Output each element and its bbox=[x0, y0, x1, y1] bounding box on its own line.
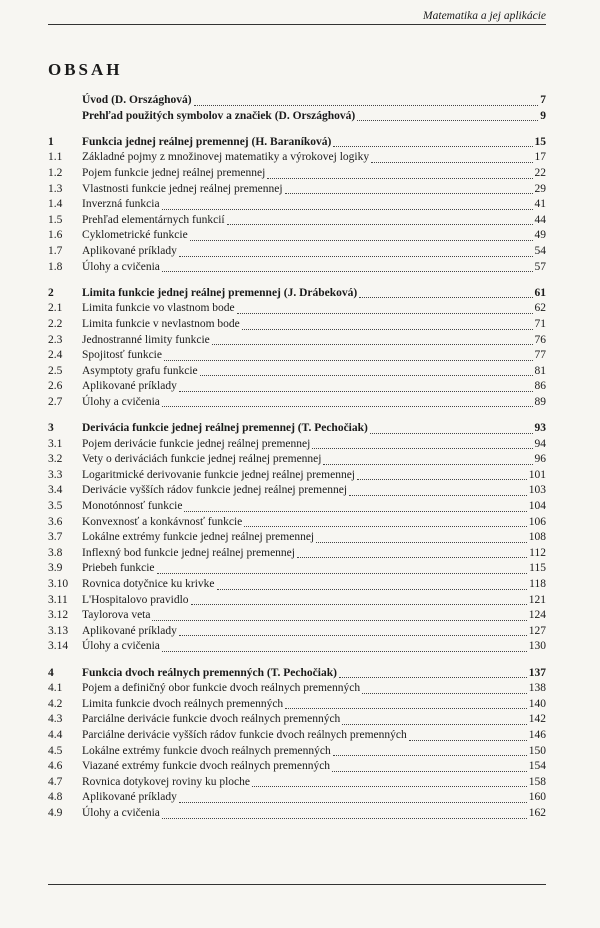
toc-number: 3.1 bbox=[48, 437, 63, 450]
bottom-rule bbox=[48, 884, 546, 885]
toc-section-row bbox=[48, 437, 546, 453]
toc-number: 2 bbox=[48, 286, 54, 299]
toc-entry-title: Úvod (D. Országhová) bbox=[82, 94, 192, 106]
toc-entry-title: Základné pojmy z množinovej matematiky a výrokovej logiky bbox=[82, 151, 370, 164]
toc-chapter-row bbox=[48, 286, 546, 302]
toc-number: 3.8 bbox=[48, 546, 63, 559]
dot-leader bbox=[333, 754, 527, 756]
toc-page-number: 101 bbox=[528, 468, 546, 481]
toc-page-number: 158 bbox=[528, 775, 546, 788]
dot-leader bbox=[316, 541, 527, 543]
toc-entry-title: Monotónnosť funkcie bbox=[82, 500, 183, 513]
dot-leader bbox=[179, 634, 527, 636]
toc-entry-title: Limita funkcie jednej reálnej premennej (J. Drábeková) bbox=[82, 286, 358, 299]
toc-entry-title: Pojem a definičný obor funkcie dvoch reálnych premenných bbox=[82, 682, 361, 695]
toc-number: 3.5 bbox=[48, 500, 63, 513]
dot-leader bbox=[267, 177, 532, 179]
dot-leader bbox=[191, 603, 527, 605]
toc-section-row bbox=[48, 301, 546, 317]
toc-page-number: 17 bbox=[534, 151, 546, 164]
toc-section-row bbox=[48, 577, 546, 593]
toc-entry-title: Aplikované príklady bbox=[82, 624, 177, 637]
dot-leader bbox=[212, 343, 533, 345]
toc-number: 4.9 bbox=[48, 806, 63, 819]
toc-number: 3.13 bbox=[48, 624, 69, 637]
toc-entry-title: Vlastnosti funkcie jednej reálnej premennej bbox=[82, 182, 283, 195]
toc-chapter-row bbox=[48, 666, 546, 682]
dot-leader bbox=[152, 619, 526, 621]
toc-section-row bbox=[48, 728, 546, 744]
toc-page-number: 96 bbox=[534, 453, 546, 466]
toc-page-number: 115 bbox=[529, 562, 546, 575]
toc-page-number: 138 bbox=[528, 682, 546, 695]
toc-page-number: 162 bbox=[528, 806, 546, 819]
toc-page-number: 124 bbox=[528, 609, 546, 622]
dot-leader bbox=[164, 359, 533, 361]
toc-number: 3.6 bbox=[48, 515, 63, 528]
toc-entry-title: Aplikované príklady bbox=[82, 244, 177, 257]
toc-section-row bbox=[48, 744, 546, 760]
toc-number: 1.4 bbox=[48, 198, 63, 211]
toc-entry-title: Logaritmické derivovanie funkcie jednej reálnej premennej bbox=[82, 468, 356, 481]
toc-number: 4.3 bbox=[48, 713, 63, 726]
toc-number: 2.1 bbox=[48, 302, 63, 315]
toc-number: 2.3 bbox=[48, 333, 63, 346]
toc-page-number: 9 bbox=[540, 109, 546, 122]
toc-entry-title: Jednostranné limity funkcie bbox=[82, 333, 210, 346]
toc-entry-title: Rovnica dotykovej roviny ku ploche bbox=[82, 775, 250, 788]
toc-entry-title: Lokálne extrémy funkcie jednej reálnej premennej bbox=[82, 531, 315, 544]
toc-chapter-row bbox=[48, 109, 546, 125]
dot-leader bbox=[332, 770, 527, 772]
toc-page-number: 112 bbox=[529, 546, 546, 559]
toc-number: 1.1 bbox=[48, 151, 63, 164]
dot-leader bbox=[162, 650, 527, 652]
toc-entry-title: Limita funkcie dvoch reálnych premenných bbox=[82, 697, 284, 710]
dot-leader bbox=[409, 739, 527, 741]
dot-leader bbox=[357, 119, 538, 121]
toc-number: 4.1 bbox=[48, 682, 63, 695]
toc-number: 4.7 bbox=[48, 775, 63, 788]
dot-leader bbox=[357, 478, 527, 480]
toc-number: 4 bbox=[48, 666, 54, 679]
toc-section-row bbox=[48, 333, 546, 349]
toc-section-row bbox=[48, 452, 546, 468]
toc-section-row bbox=[48, 499, 546, 515]
toc-entry-title: Derivácia funkcie jednej reálnej premennej (T. Pechočiak) bbox=[82, 422, 368, 435]
toc-number: 1 bbox=[48, 135, 54, 148]
toc-entry-title: Cyklometrické funkcie bbox=[82, 229, 188, 242]
toc-page-number: 121 bbox=[528, 593, 546, 606]
toc-number: 3.2 bbox=[48, 453, 63, 466]
toc-number: 1.7 bbox=[48, 244, 63, 257]
toc-section-row bbox=[48, 379, 546, 395]
toc-entry-title: Vety o deriváciách funkcie jednej reálnej premennej bbox=[82, 453, 322, 466]
toc-entry-title: Funkcia dvoch reálnych premenných (T. Pechočiak) bbox=[82, 666, 337, 679]
toc-section-row bbox=[48, 395, 546, 411]
dot-leader bbox=[242, 328, 533, 330]
toc-section-row bbox=[48, 775, 546, 791]
toc-entry-title: Prehľad použitých symbolov a značiek (D. Országhová) bbox=[82, 109, 356, 122]
toc-page-number: 57 bbox=[534, 260, 546, 273]
toc-page-number: 29 bbox=[534, 182, 546, 195]
toc-number: 3.4 bbox=[48, 484, 63, 497]
toc-entry-title: Limita funkcie vo vlastnom bode bbox=[82, 302, 235, 315]
toc-page-number: 137 bbox=[528, 666, 546, 679]
toc-number: 2.5 bbox=[48, 364, 63, 377]
toc-page-number: 94 bbox=[534, 437, 546, 450]
toc-entry-title: Asymptoty grafu funkcie bbox=[82, 364, 198, 377]
toc-section-row bbox=[48, 530, 546, 546]
dot-leader bbox=[349, 494, 527, 496]
toc-section-row bbox=[48, 213, 546, 229]
group-spacer bbox=[48, 124, 546, 135]
toc-entry-title: Pojem funkcie jednej reálnej premennej bbox=[82, 166, 266, 179]
toc-entry-title: Taylorova veta bbox=[82, 609, 151, 622]
toc-number: 3.7 bbox=[48, 531, 63, 544]
toc-entry-title: Inflexný bod funkcie jednej reálnej premennej bbox=[82, 546, 295, 559]
dot-leader bbox=[184, 510, 526, 512]
toc-page-number: 71 bbox=[534, 317, 546, 330]
toc-section-row bbox=[48, 197, 546, 213]
toc-entry-title: Prehľad elementárnych funkcií bbox=[82, 213, 225, 226]
toc-number: 3.9 bbox=[48, 562, 63, 575]
dot-leader bbox=[370, 432, 533, 434]
page-title: OBSAH bbox=[48, 60, 123, 79]
toc-number: 2.6 bbox=[48, 380, 63, 393]
toc-section-row bbox=[48, 561, 546, 577]
toc-section-row bbox=[48, 681, 546, 697]
toc-entry-title: Úlohy a cvičenia bbox=[82, 395, 160, 408]
dot-leader bbox=[323, 463, 532, 465]
toc-page-number: 130 bbox=[528, 640, 546, 653]
toc-entry-title: L'Hospitalovo pravidlo bbox=[82, 593, 189, 606]
toc-entry-title: Parciálne derivácie funkcie dvoch reálnych premenných bbox=[82, 713, 341, 726]
toc-number: 2.7 bbox=[48, 395, 63, 408]
dot-leader bbox=[217, 588, 528, 590]
dot-leader bbox=[179, 390, 533, 392]
dot-leader bbox=[179, 255, 533, 257]
dot-leader bbox=[200, 374, 533, 376]
toc-entry-title: Lokálne extrémy funkcie dvoch reálnych premenných bbox=[82, 744, 331, 757]
dot-leader bbox=[342, 723, 526, 725]
toc-section-row bbox=[48, 712, 546, 728]
dot-leader bbox=[339, 676, 527, 678]
toc-entry-title: Úlohy a cvičenia bbox=[82, 640, 160, 653]
dot-leader bbox=[162, 208, 533, 210]
toc-page-number: 127 bbox=[528, 624, 546, 637]
toc-page-number: 86 bbox=[534, 380, 546, 393]
dot-leader bbox=[162, 405, 533, 407]
toc-page-number: 54 bbox=[534, 244, 546, 257]
toc-page-number: 49 bbox=[534, 229, 546, 242]
toc-number: 3.12 bbox=[48, 609, 69, 622]
toc-page-number: 7 bbox=[540, 94, 546, 106]
toc-page-number: 62 bbox=[534, 302, 546, 315]
dot-leader bbox=[157, 572, 528, 574]
toc-section-row bbox=[48, 759, 546, 775]
toc-entry-title: Pojem derivácie funkcie jednej reálnej premennej bbox=[82, 437, 311, 450]
toc-chapter-row bbox=[48, 93, 546, 109]
toc-section-row bbox=[48, 624, 546, 640]
toc-entry-title: Limita funkcie v nevlastnom bode bbox=[82, 317, 240, 330]
toc-number: 3.11 bbox=[48, 593, 68, 606]
toc-entry-title: Úlohy a cvičenia bbox=[82, 260, 160, 273]
toc-number: 2.2 bbox=[48, 317, 63, 330]
toc-page-number: 77 bbox=[534, 349, 546, 362]
toc-entry-title: Rovnica dotyčnice ku krivke bbox=[82, 578, 215, 590]
toc-page-number: 108 bbox=[528, 531, 546, 544]
toc-number: 4.5 bbox=[48, 744, 63, 757]
toc-number: 1.6 bbox=[48, 229, 63, 242]
dot-leader bbox=[252, 785, 527, 787]
toc-number: 2.4 bbox=[48, 349, 63, 362]
dot-leader bbox=[162, 817, 527, 819]
toc-page-number: 81 bbox=[534, 364, 546, 377]
toc-entry-title: Aplikované príklady bbox=[82, 380, 177, 393]
toc-number: 3.10 bbox=[48, 578, 69, 590]
toc-section-row bbox=[48, 483, 546, 499]
toc-entry-title: Konvexnosť a konkávnosť funkcie bbox=[82, 515, 243, 528]
group-spacer bbox=[48, 275, 546, 286]
dot-leader bbox=[227, 223, 533, 225]
toc-section-row bbox=[48, 790, 546, 806]
toc-section-row bbox=[48, 639, 546, 655]
toc-page-number: 22 bbox=[534, 166, 546, 179]
dot-leader bbox=[285, 192, 533, 194]
toc-section-row bbox=[48, 608, 546, 624]
toc-section-row bbox=[48, 697, 546, 713]
toc-entry-title: Aplikované príklady bbox=[82, 791, 177, 804]
group-spacer bbox=[48, 655, 546, 666]
toc-section-row bbox=[48, 244, 546, 260]
toc-chapter-row bbox=[48, 135, 546, 151]
toc-entry-title: Derivácie vyšších rádov funkcie jednej reálnej premennej bbox=[82, 484, 348, 497]
toc-section-row bbox=[48, 182, 546, 198]
toc-section-row bbox=[48, 515, 546, 531]
toc-page-number: 61 bbox=[534, 286, 546, 299]
toc-page-number: 106 bbox=[528, 515, 546, 528]
dot-leader bbox=[190, 239, 533, 241]
toc-page-number: 93 bbox=[534, 422, 546, 435]
toc-entry-title: Parciálne derivácie vyšších rádov funkcie dvoch reálnych premenných bbox=[82, 728, 407, 741]
toc-section-row bbox=[48, 260, 546, 276]
toc-number: 4.8 bbox=[48, 791, 63, 804]
group-spacer bbox=[48, 410, 546, 421]
running-head: Matematika a jej aplikácie bbox=[48, 10, 546, 25]
toc-page-number: 104 bbox=[528, 500, 546, 513]
dot-leader bbox=[162, 270, 533, 272]
dot-leader bbox=[362, 692, 527, 694]
toc-page-number: 142 bbox=[528, 713, 546, 726]
toc-page-number: 146 bbox=[528, 728, 546, 741]
toc-number: 3.3 bbox=[48, 468, 63, 481]
toc-number: 1.8 bbox=[48, 260, 63, 273]
toc-entry-title: Inverzná funkcia bbox=[82, 198, 160, 211]
toc-page-number: 41 bbox=[534, 198, 546, 211]
toc-page-number: 44 bbox=[534, 213, 546, 226]
toc-section-row bbox=[48, 317, 546, 333]
toc-page-number: 154 bbox=[528, 760, 546, 773]
toc-page-number: 150 bbox=[528, 744, 546, 757]
toc-page-number: 103 bbox=[528, 484, 546, 497]
toc-number: 3 bbox=[48, 422, 54, 435]
dot-leader bbox=[359, 296, 532, 298]
toc-number: 4.2 bbox=[48, 697, 63, 710]
toc-section-row bbox=[48, 546, 546, 562]
toc-page-number: 140 bbox=[528, 697, 546, 710]
toc-page-number: 160 bbox=[528, 791, 546, 804]
dot-leader bbox=[371, 161, 532, 163]
toc-section-row bbox=[48, 150, 546, 166]
toc-entry-title: Spojitosť funkcie bbox=[82, 349, 162, 362]
toc-entry-title: Viazané extrémy funkcie dvoch reálnych premenných bbox=[82, 760, 331, 773]
toc-number: 1.2 bbox=[48, 166, 63, 179]
toc-number: 4.4 bbox=[48, 728, 63, 741]
toc-page-number: 76 bbox=[534, 333, 546, 346]
dot-leader bbox=[179, 801, 527, 803]
dot-leader bbox=[244, 525, 526, 527]
toc-chapter-row bbox=[48, 421, 546, 437]
dot-leader bbox=[194, 104, 539, 106]
toc-page-number: 15 bbox=[534, 135, 546, 148]
toc-number: 1.3 bbox=[48, 182, 63, 195]
toc-section-row bbox=[48, 806, 546, 822]
table-of-contents bbox=[48, 93, 546, 822]
toc-section-row bbox=[48, 468, 546, 484]
toc-section-row bbox=[48, 166, 546, 182]
dot-leader bbox=[333, 145, 532, 147]
dot-leader bbox=[297, 556, 527, 558]
toc-section-row bbox=[48, 364, 546, 380]
toc-number: 4.6 bbox=[48, 760, 63, 773]
dot-leader bbox=[285, 707, 527, 709]
toc-section-row bbox=[48, 348, 546, 364]
toc-entry-title: Funkcia jednej reálnej premennej (H. Baraníková) bbox=[82, 135, 332, 148]
toc-page-number: 118 bbox=[529, 578, 546, 590]
toc-number: 1.5 bbox=[48, 213, 63, 226]
dot-leader bbox=[237, 312, 533, 314]
dot-leader bbox=[312, 447, 532, 449]
toc-entry-title: Priebeh funkcie bbox=[82, 562, 155, 575]
toc-number: 3.14 bbox=[48, 640, 69, 653]
toc-entry-title: Úlohy a cvičenia bbox=[82, 806, 160, 819]
toc-section-row bbox=[48, 228, 546, 244]
toc-section-row bbox=[48, 593, 546, 609]
toc-page-number: 89 bbox=[534, 395, 546, 408]
